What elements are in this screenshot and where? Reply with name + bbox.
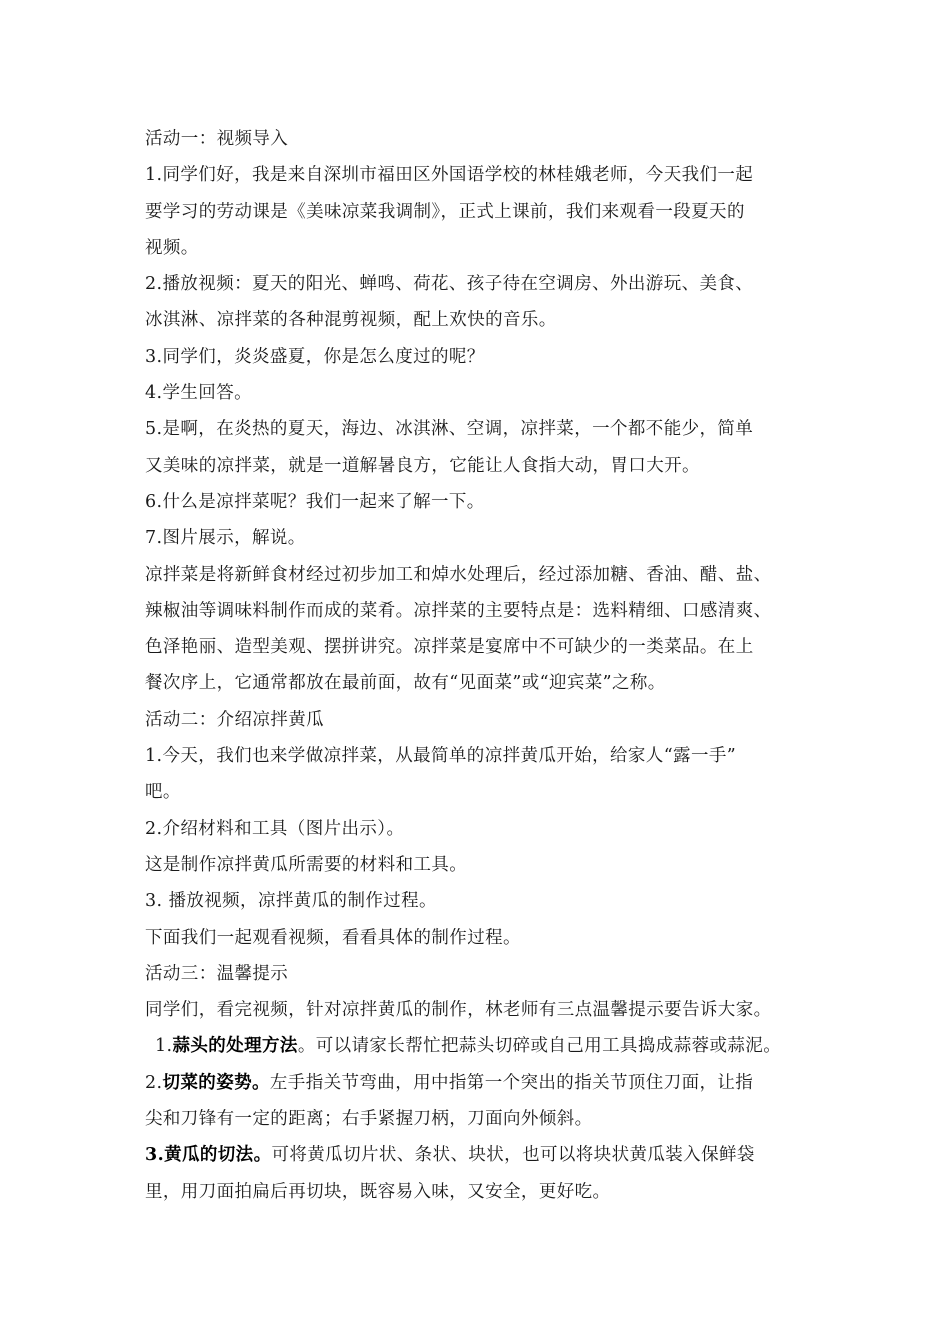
tip-3 (145, 1137, 825, 1173)
section-heading-1: 活动一：视频导入 (145, 129, 289, 149)
paragraph-line: 3. 播放视频，凉拌黄瓜的制作过程。 (145, 891, 437, 912)
paragraph-line: 2.播放视频：夏天的阳光、蝉鸣、荷花、孩子待在空调房、外出游玩、美食、 (145, 274, 754, 295)
tip-1-title: 蒜头的处理方法 (172, 1036, 298, 1057)
tip-2-number: 2. (145, 1072, 163, 1093)
paragraph-line: 这是制作凉拌黄瓜所需要的材料和工具。 (145, 854, 468, 875)
paragraph-line: 1.同学们好，我是来自深圳市福田区外国语学校的林桂娥老师，今天我们一起 (145, 165, 754, 186)
tip-3-text: 可将黄瓜切片状、条状、块状，也可以将块状黄瓜装入保鲜袋 (271, 1145, 755, 1166)
paragraph-line: 5.是啊，在炎热的夏天，海边、冰淇淋、空调，凉拌菜，一个都不能少，简单 (145, 419, 754, 440)
paragraph-line: 6.什么是凉拌菜呢？我们一起来了解一下。 (145, 491, 485, 512)
paragraph-line: 餐次序上，它通常都放在最前面，故有“见面菜”或“迎宾菜”之称。 (145, 673, 666, 694)
tip-1-text: 。可以请家长帮忙把蒜头切碎或自己用工具捣成蒜蓉或蒜泥。 (297, 1036, 782, 1057)
tip-2-title: 切菜的姿势。 (162, 1072, 270, 1093)
section-heading-3: 活动三：温馨提示 (145, 963, 289, 984)
paragraph-line: 视频。 (145, 237, 199, 258)
paragraph-line: 辣椒油等调味料制作而成的菜肴。凉拌菜的主要特点是：选料精细、口感清爽、 (145, 600, 772, 621)
section-heading-2: 活动二：介绍凉拌黄瓜 (145, 709, 324, 730)
paragraph-line: 下面我们一起观看视频，看看具体的制作过程。 (145, 927, 521, 948)
paragraph-line: 同学们，看完视频，针对凉拌黄瓜的制作，林老师有三点温馨提示要告诉大家。 (145, 1000, 772, 1021)
paragraph-line: 要学习的劳动课是《美味凉菜我调制》，正式上课前，我们来观看一段夏天的 (145, 201, 745, 222)
paragraph-line: 又美味的凉拌菜，就是一道解暑良方，它能让人食指大动，胃口大开。 (145, 455, 700, 476)
tip-2-continuation: 尖和刀锋有一定的距离；右手紧握刀柄，刀面向外倾斜。 (145, 1109, 593, 1130)
tip-2 (145, 1065, 825, 1101)
tip-3-title: 3.黄瓜的切法。 (145, 1145, 272, 1166)
document-body (145, 121, 825, 1210)
paragraph-line: 1.今天，我们也来学做凉拌菜，从最简单的凉拌黄瓜开始，给家人“露一手” (145, 746, 737, 767)
paragraph-line: 7.图片展示，解说。 (145, 528, 306, 549)
paragraph-line: 3.同学们，炎炎盛夏，你是怎么度过的呢？ (145, 346, 485, 367)
paragraph-line: 色泽艳丽、造型美观、摆拼讲究。凉拌菜是宴席中不可缺少的一类菜品。在上 (145, 637, 754, 658)
tip-3-continuation: 里，用刀面拍扁后再切块，既容易入味，又安全，更好吃。 (145, 1181, 611, 1202)
tip-1-number: 1. (155, 1036, 173, 1057)
paragraph-line: 凉拌菜是将新鲜食材经过初步加工和焯水处理后，经过添加糖、香油、醋、盐、 (145, 564, 772, 585)
paragraph-line: 冰淇淋、凉拌菜的各种混剪视频，配上欢快的音乐。 (145, 310, 557, 331)
paragraph-line: 吧。 (145, 782, 181, 803)
paragraph-line: 4.学生回答。 (145, 383, 252, 404)
tip-1 (145, 1028, 825, 1064)
paragraph-line: 2.介绍材料和工具（图片出示）。 (145, 818, 405, 839)
tip-2-text: 左手指关节弯曲，用中指第一个突出的指关节顶住刀面，让指 (269, 1072, 754, 1093)
